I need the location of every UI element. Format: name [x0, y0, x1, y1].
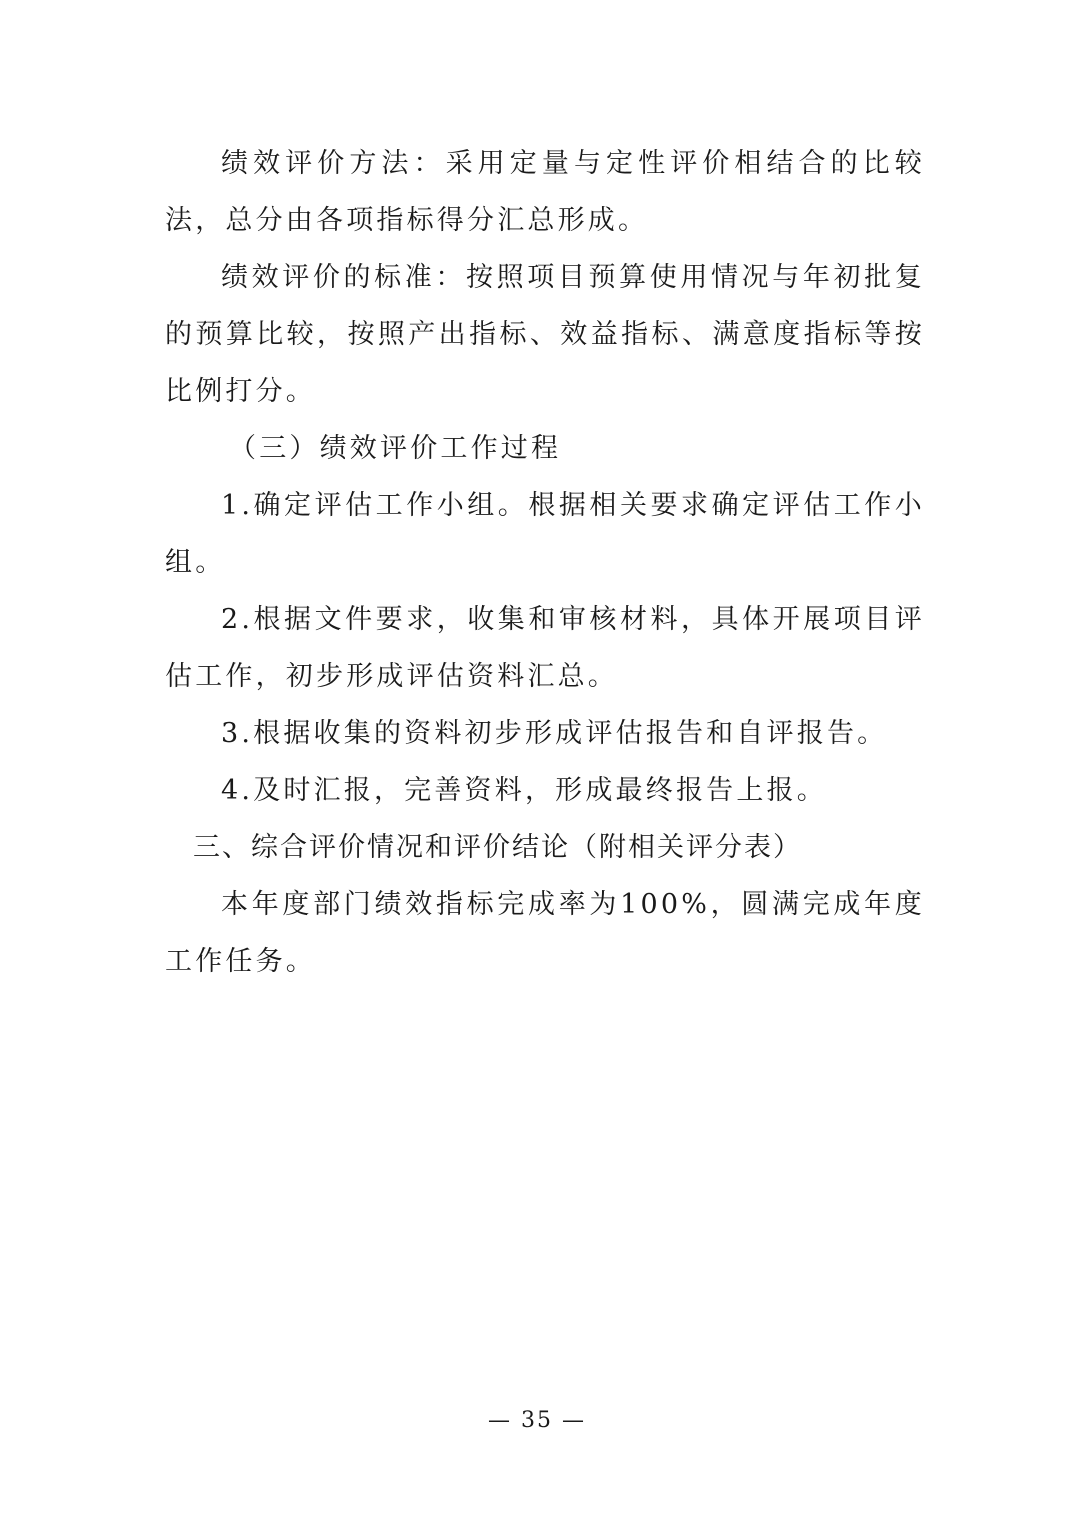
list-item-step-3: 3.根据收集的资料初步形成评估报告和自评报告。	[221, 718, 888, 749]
list-item-step-1: 1.确定评估工作小组。根据相关要求确定评估工作小组。	[165, 490, 925, 578]
list-item-step-2: 2.根据文件要求，收集和审核材料，具体开展项目评估工作，初步形成评估资料汇总。	[165, 604, 925, 692]
document-body	[165, 135, 925, 990]
page-number: — 35 —	[488, 1408, 586, 1433]
paragraph-evaluation-standard: 绩效评价的标准：按照项目预算使用情况与年初批复的预算比较，按照产出指标、效益指标、满意度指标等按比例打分。	[165, 262, 925, 407]
list-item-step-4: 4.及时汇报，完善资料，形成最终报告上报。	[221, 775, 827, 806]
paragraph-evaluation-method: 绩效评价方法：采用定量与定性评价相结合的比较法，总分由各项指标得分汇总形成。	[165, 148, 925, 236]
paragraph-conclusion: 本年度部门绩效指标完成率为100%，圆满完成年度工作任务。	[165, 889, 925, 977]
subsection-title-process: （三）绩效评价工作过程	[229, 433, 562, 464]
section-heading-conclusion: 三、综合评价情况和评价结论（附相关评分表）	[193, 832, 802, 863]
